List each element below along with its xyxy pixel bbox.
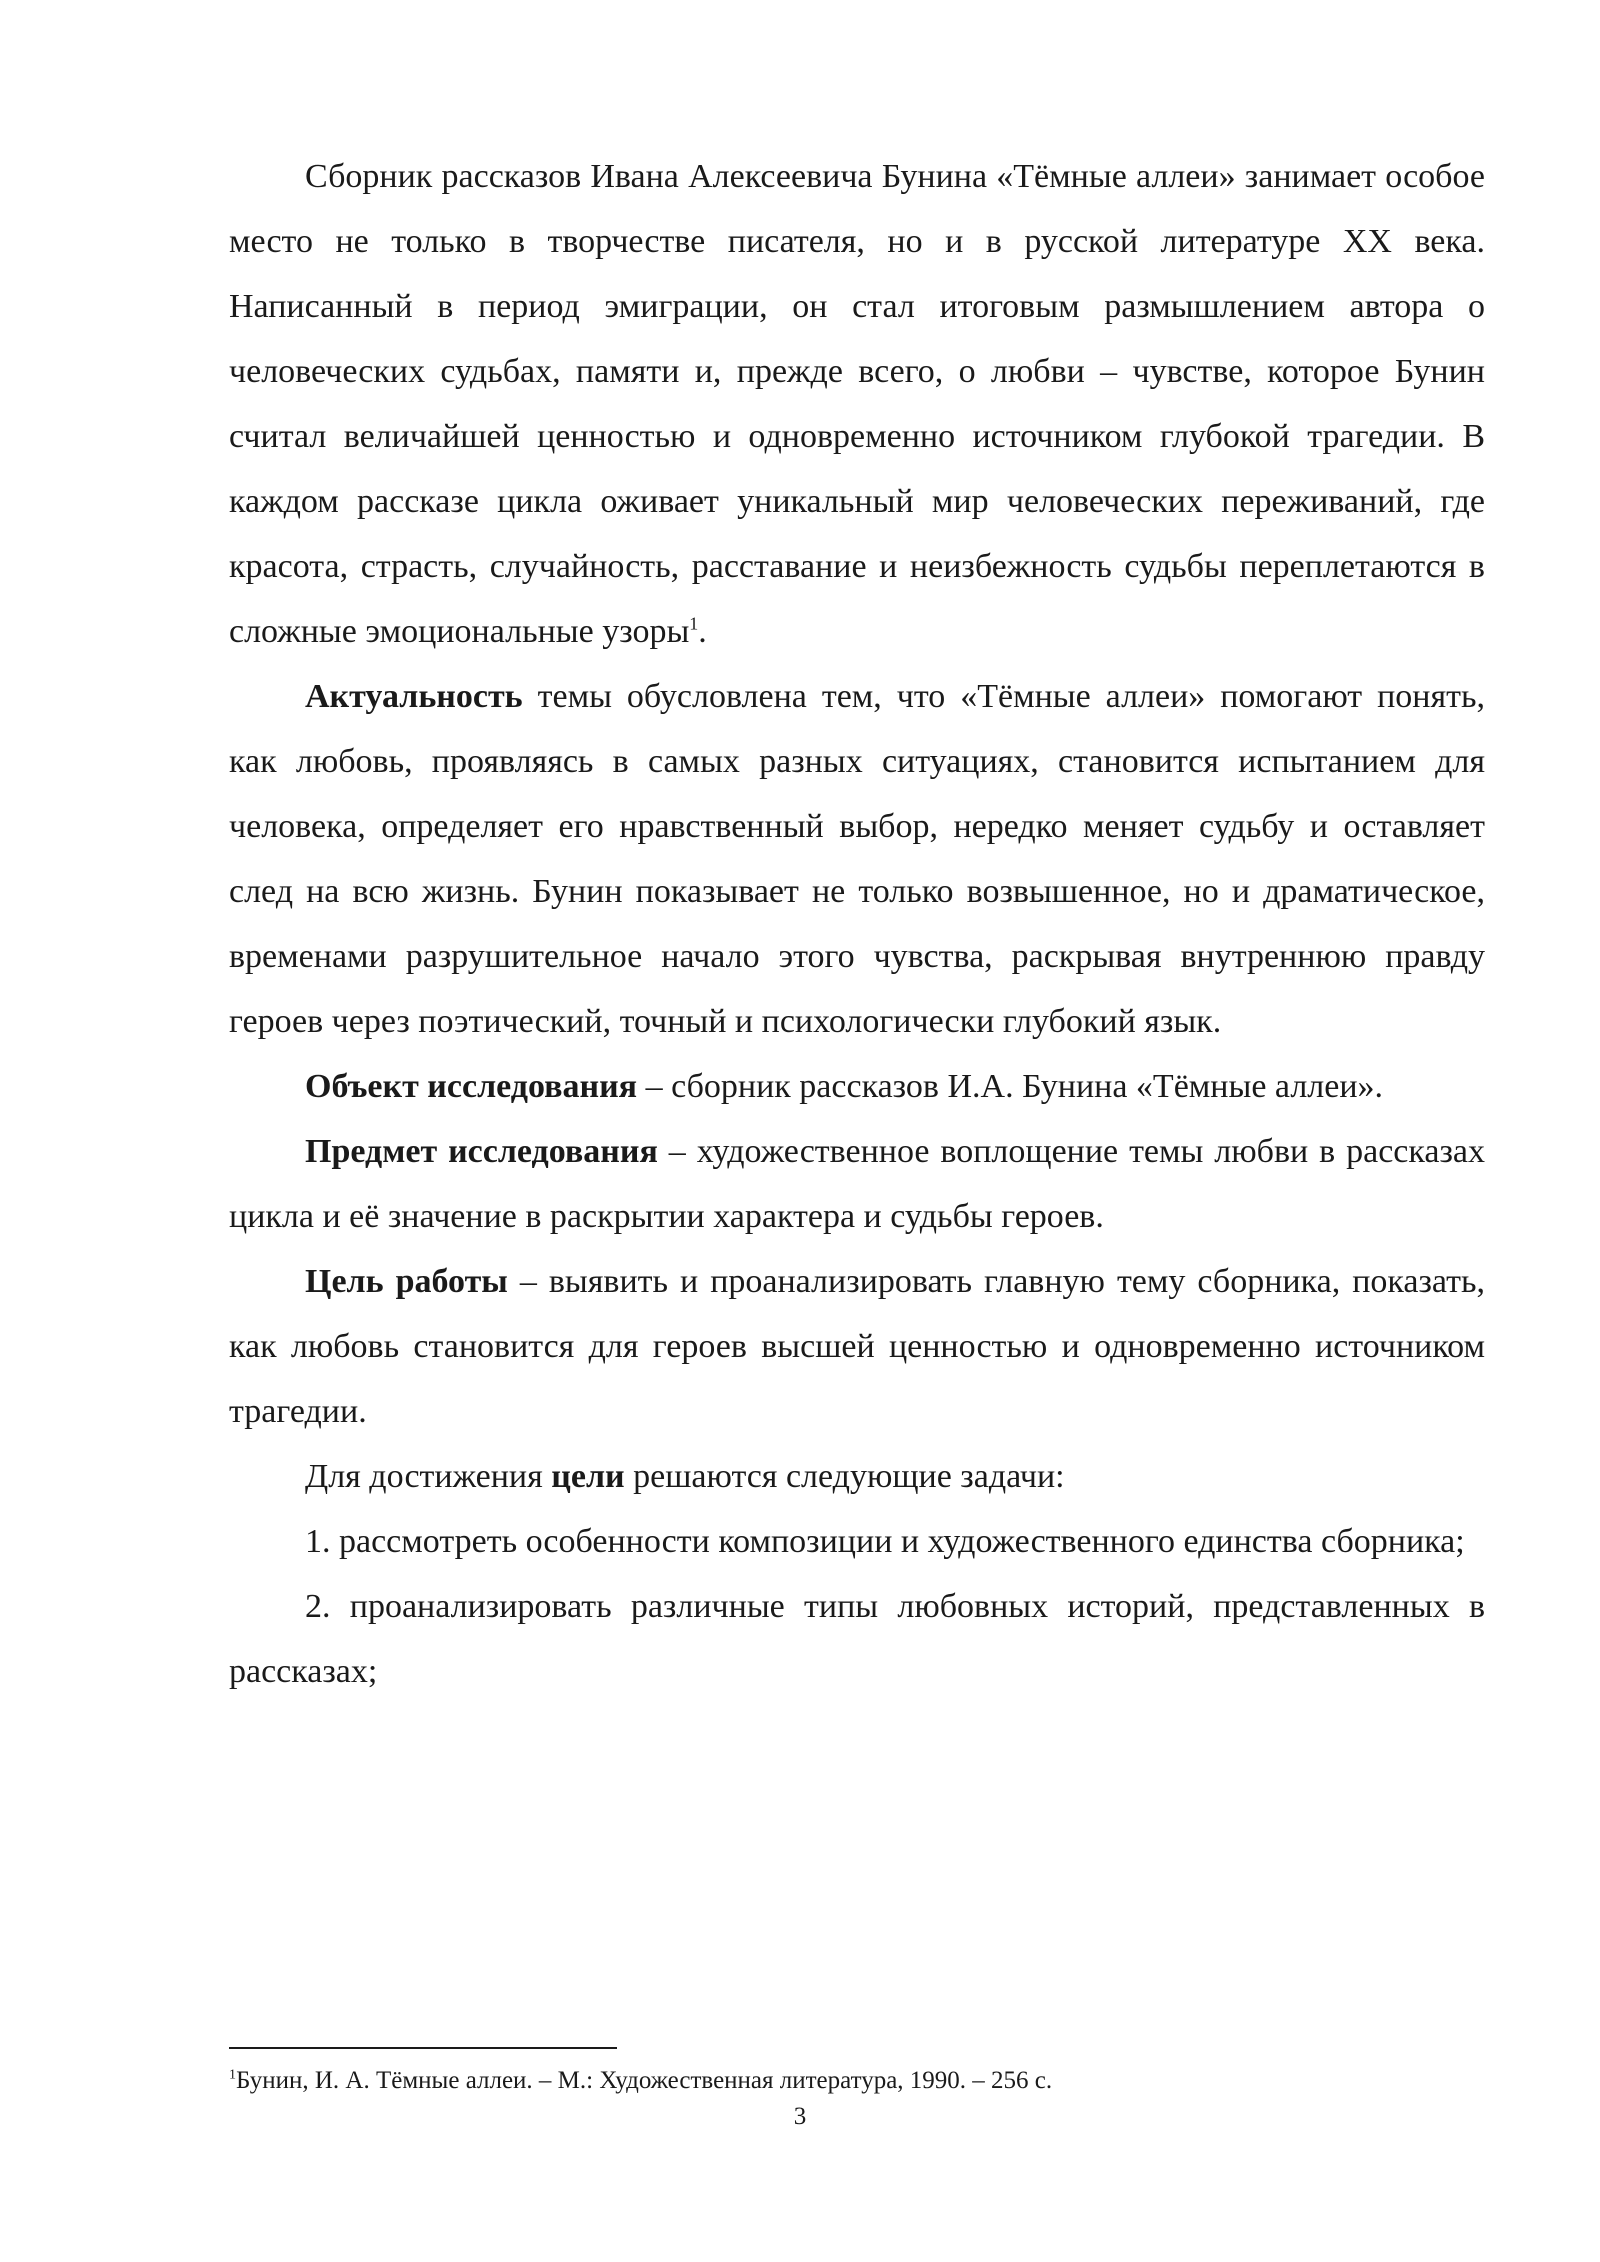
goal-paragraph <box>229 1249 1485 1444</box>
body-text <box>229 144 1485 1704</box>
relevance-term: Актуальность <box>305 678 523 715</box>
tasks-intro-term: цели <box>551 1458 625 1495</box>
subject-term: Предмет исследования <box>305 1133 658 1170</box>
footnote-text: Бунин, И. А. Тёмные аллеи. – М.: Художественная литература, 1990. – 256 с. <box>236 2067 1053 2094</box>
subject-paragraph <box>229 1119 1485 1249</box>
object-paragraph <box>229 1054 1485 1119</box>
footnote-reference: 1 <box>689 613 699 634</box>
goal-text: – выявить и проанализировать главную тему сборника, показать, как любовь становится для героев высшей ценностью и одновременно источником трагедии. <box>229 1263 1485 1430</box>
intro-text: Сборник рассказов Ивана Алексеевича Бунина «Тёмные аллеи» занимает особое место не только в творчестве писателя, но и в русской литературе XX века. Написанный в период эмиграции, он стал итоговым размышлением автора о человеческих судьбах, памяти и, прежде всего, о любви – чувстве, которое Бунин считал величайшей ценностью и одновременно источником глубокой трагедии. В каждом рассказе цикла оживает уникальный мир человеческих переживаний, где красота, страсть, случайность, расставание и неизбежность судьбы переплетаются в сложные эмоциональные узоры <box>229 158 1485 650</box>
intro-paragraph <box>229 144 1485 664</box>
footnote <box>229 2064 1485 2098</box>
relevance-text: темы обусловлена тем, что «Тёмные аллеи» помогают понять, как любовь, проявляясь в самых разных ситуациях, становится испытанием для человека, определяет его нравственный выбор, нередко меняет судьбу и оставляет след на всю жизнь. Бунин показывает не только возвышенное, но и драматическое, временами разрушительное начало этого чувства, раскрывая внутреннюю правду героев через поэтический, точный и психологически глубокий язык. <box>229 678 1485 1040</box>
task-item-2: 2. проанализировать различные типы любовных историй, представленных в рассказах; <box>229 1588 1485 1690</box>
goal-term: Цель работы <box>305 1263 508 1300</box>
footnote-separator <box>229 2047 617 2049</box>
subject-text: – художественное воплощение темы любви в рассказах цикла и её значение в раскрытии характера и судьбы героев. <box>229 1133 1485 1235</box>
intro-end: . <box>698 613 707 650</box>
object-text: – сборник рассказов И.А. Бунина «Тёмные аллеи». <box>637 1068 1384 1105</box>
task-item-1: 1. рассмотреть особенности композиции и художественного единства сборника; <box>305 1523 1465 1560</box>
tasks-intro-after: решаются следующие задачи: <box>624 1458 1065 1495</box>
footnote-number: 1 <box>229 2067 236 2083</box>
relevance-paragraph <box>229 664 1485 1054</box>
object-term: Объект исследования <box>305 1068 638 1105</box>
tasks-intro-paragraph <box>229 1444 1485 1509</box>
tasks-intro-before: Для достижения <box>305 1458 552 1495</box>
page-number: 3 <box>793 2103 807 2130</box>
